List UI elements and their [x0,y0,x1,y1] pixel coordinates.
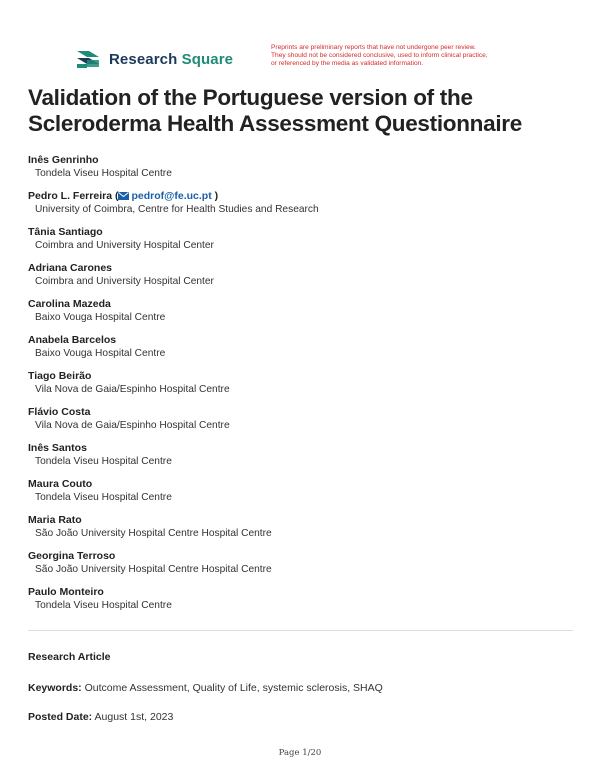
keywords-label: Keywords: [28,682,82,694]
author-affiliation: University of Coimbra, Centre for Health Studies and Research [35,204,319,215]
brand-name-research: Research [109,50,178,68]
paper-title: Validation of the Portuguese version of the Scleroderma Health Assessment Questionnaire [28,85,522,136]
author-name: Anabela Barcelos [28,334,117,346]
preprint-disclaimer [271,44,546,69]
disclaimer-line: They should not be considered conclusive, used to inform clinical practice, [271,52,488,60]
author-affiliation: Coimbra and University Hospital Center [35,240,214,251]
author-name: Paulo Monteiro [28,586,104,598]
article-type [28,651,111,663]
disclaimer-line: or referenced by the media as validated information. [271,60,424,68]
author-name: Carolina Mazeda [28,298,111,310]
author-name: Maura Couto [28,478,93,490]
author-affiliation: Vila Nova de Gaia/Espinho Hospital Centre [35,384,230,395]
author-name: Maria Rato [28,514,82,526]
email-paren-open: ( [114,190,119,202]
author-email-link[interactable]: pedrof@fe.uc.pt [131,190,212,202]
author-affiliation: Vila Nova de Gaia/Espinho Hospital Centre [35,420,230,431]
brand-name-square: Square [181,50,234,68]
disclaimer-line: Preprints are preliminary reports that have not undergone peer review. [271,44,476,51]
author-name: Tânia Santiago [28,226,103,238]
author-affiliation: Baixo Vouga Hospital Centre [35,312,166,323]
author-affiliation: Tondela Viseu Hospital Centre [35,492,172,503]
keywords-line [28,682,383,694]
author-affiliation: Tondela Viseu Hospital Centre [35,456,172,467]
author-name: Tiago Beirão [28,370,92,382]
corresponding-author-name [28,189,573,203]
author-entry [28,405,573,441]
author-affiliation: São João University Hospital Centre Hospital Centre [35,528,272,539]
section-divider [28,630,573,631]
email-paren-close: ) [211,190,219,202]
author-name: Georgina Terroso [28,550,116,562]
author-entry [28,441,573,477]
author-entry [28,297,573,333]
author-affiliation: Baixo Vouga Hospital Centre [35,348,166,359]
author-list [28,153,573,621]
author-entry [28,261,573,297]
posted-date-value: August 1st, 2023 [94,711,174,723]
author-entry [28,333,573,369]
author-entry [28,477,573,513]
author-entry [28,369,573,405]
author-name: Inês Genrinho [28,154,99,166]
author-entry [28,189,573,225]
author-affiliation: Tondela Viseu Hospital Centre [35,168,172,179]
brand-name [109,51,233,68]
author-entry [28,549,573,585]
author-affiliation: Tondela Viseu Hospital Centre [35,600,172,611]
author-entry [28,585,573,621]
keywords-value: Outcome Assessment, Quality of Life, systemic sclerosis, SHAQ [84,682,383,694]
author-name: Pedro L. Ferreira [28,190,113,202]
author-name: Flávio Costa [28,406,91,418]
author-entry [28,513,573,549]
preprint-header [75,44,545,74]
envelope-icon [118,192,129,200]
posted-date-label: Posted Date: [28,711,93,723]
author-entry [28,225,573,261]
author-name: Inês Santos [28,442,87,454]
author-name: Adriana Carones [28,262,113,274]
page-number: Page 1/20 [278,748,322,758]
author-entry [28,153,573,189]
research-square-logo-mark [75,48,101,70]
research-square-logo[interactable] [75,48,233,70]
author-affiliation: São João University Hospital Centre Hospital Centre [35,564,272,575]
posted-date-line [28,711,173,723]
article-type-value: Research Article [28,651,111,663]
author-affiliation: Coimbra and University Hospital Center [35,276,214,287]
